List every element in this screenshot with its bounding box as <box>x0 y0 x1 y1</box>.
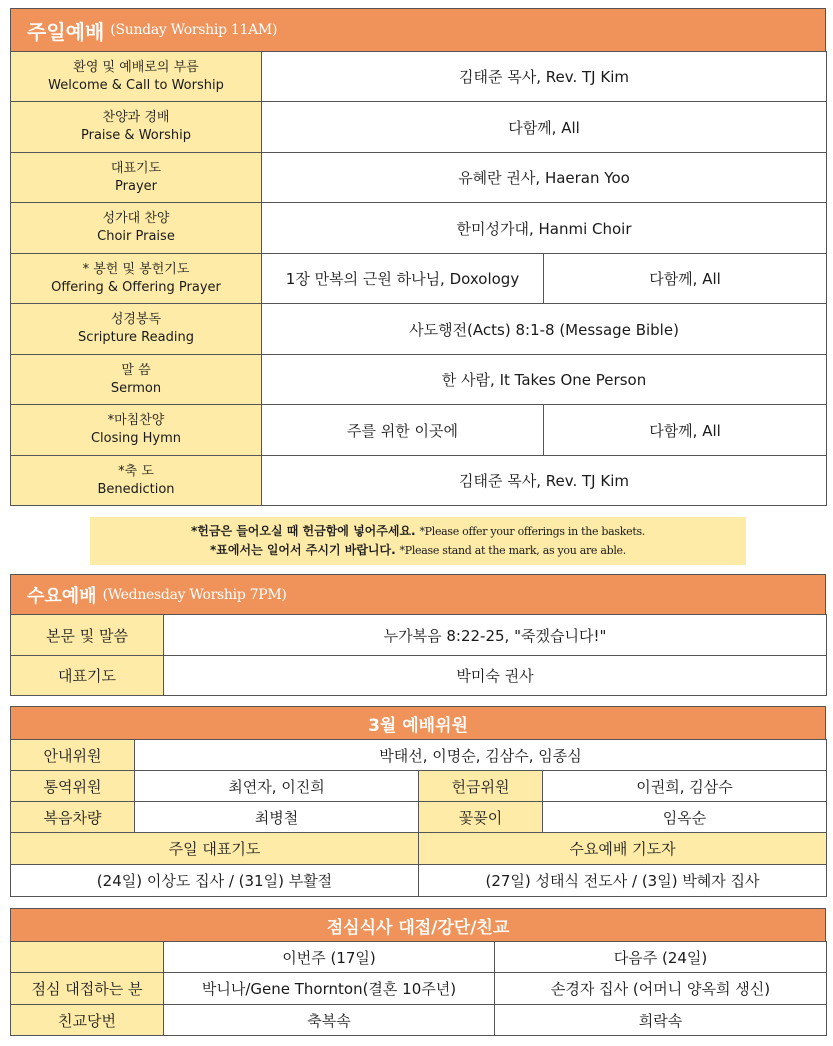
row-label: 대표기도 <box>11 656 164 696</box>
church-van-label: 복음차량 <box>11 802 135 833</box>
row-label: 말 씀 Sermon <box>11 355 262 405</box>
offering-committee-value: 이권희, 김삼수 <box>543 771 827 802</box>
wednesday-title-ko: 수요예배 <box>27 585 97 607</box>
sunday-prayer-value: (24일) 이상도 집사 / (31일) 부활절 <box>11 865 419 897</box>
table-row <box>11 615 827 656</box>
lunch-host-label: 점심 대접하는 분 <box>11 973 164 1005</box>
row-value: 누가복음 8:22-25, "죽겠습니다!" <box>164 615 827 656</box>
row-label: *축 도 Benediction <box>11 456 262 506</box>
table-row <box>11 740 827 771</box>
table-row <box>11 254 827 304</box>
notice-line-1: *헌금은 들어오실 때 헌금함에 넣어주세요. *Please offer your offerings in the baskets. <box>190 524 645 538</box>
empty-header-cell <box>11 942 164 973</box>
this-week-header: 이번주 (17일) <box>164 942 495 973</box>
next-week-header: 다음주 (24일) <box>495 942 827 973</box>
lunch-host-next-week: 손경자 집사 (어머니 양옥희 생신) <box>495 973 827 1005</box>
wednesday-worship-section <box>10 574 826 696</box>
row-label: 본문 및 말씀 <box>11 615 164 656</box>
usher-value: 박태선, 이명순, 김삼수, 임종심 <box>135 740 827 771</box>
row-value: 한미성가대, Hanmi Choir <box>262 203 827 254</box>
table-row <box>11 656 827 696</box>
row-value: 김태준 목사, Rev. TJ Kim <box>262 456 827 506</box>
row-label: 대표기도 Prayer <box>11 153 262 203</box>
flower-value: 임옥순 <box>543 802 827 833</box>
row-label: * 봉헌 및 봉헌기도 Offering & Offering Prayer <box>11 254 262 304</box>
table-row <box>11 52 827 102</box>
march-committee-table <box>10 739 827 897</box>
wednesday-title-en: (Wednesday Worship 7PM) <box>102 586 287 603</box>
march-committee-title: 3월 예배위원 <box>368 715 468 736</box>
row-label: 성가대 찬양 Choir Praise <box>11 203 262 254</box>
row-label: 환영 및 예배로의 부름 Welcome & Call to Worship <box>11 52 262 102</box>
row-value: 사도행전(Acts) 8:1-8 (Message Bible) <box>262 304 827 355</box>
wednesday-prayer-value: (27일) 성태식 전도사 / (3일) 박혜자 집사 <box>419 865 827 897</box>
notice-line-2: *표에서는 일어서 주시기 바랍니다. *Please stand at the mark, as you are able. <box>210 543 626 557</box>
table-row <box>11 203 827 254</box>
row-value-2: 다함께, All <box>544 405 827 456</box>
wednesday-prayer-label: 수요예배 기도자 <box>419 833 827 865</box>
lunch-header <box>10 908 826 941</box>
church-van-value: 최병철 <box>135 802 419 833</box>
march-committee-header <box>10 706 826 739</box>
row-label: 찬양과 경배 Praise & Worship <box>11 102 262 153</box>
row-value: 유혜란 권사, Haeran Yoo <box>262 153 827 203</box>
sunday-worship-header <box>10 8 826 51</box>
table-row <box>11 153 827 203</box>
wednesday-worship-header <box>10 574 826 614</box>
row-value: 한 사람, It Takes One Person <box>262 355 827 405</box>
table-row <box>11 771 827 802</box>
table-row <box>11 102 827 153</box>
row-value: 주를 위한 이곳에 <box>262 405 544 456</box>
lunch-host-this-week: 박니나/Gene Thornton(결혼 10주년) <box>164 973 495 1005</box>
row-value-2: 다함께, All <box>544 254 827 304</box>
row-label: 성경봉독 Scripture Reading <box>11 304 262 355</box>
offering-notice <box>90 517 746 565</box>
table-row <box>11 456 827 506</box>
row-value: 1장 만복의 근원 하나님, Doxology <box>262 254 544 304</box>
sunday-prayer-label: 주일 대표기도 <box>11 833 419 865</box>
interpreter-value: 최연자, 이진희 <box>135 771 419 802</box>
sunday-worship-section <box>10 8 826 506</box>
usher-label: 안내위원 <box>11 740 135 771</box>
lunch-section <box>10 908 826 1036</box>
fellowship-duty-label: 친교당번 <box>11 1005 164 1036</box>
table-row <box>11 973 827 1005</box>
march-committee-section <box>10 706 826 897</box>
row-value: 박미숙 권사 <box>164 656 827 696</box>
row-value: 다함께, All <box>262 102 827 153</box>
sunday-order-table <box>10 51 827 506</box>
lunch-title: 점심식사 대접/강단/친교 <box>326 917 510 938</box>
wednesday-table <box>10 614 827 696</box>
fellowship-duty-next-week: 희락속 <box>495 1005 827 1036</box>
table-row <box>11 865 827 897</box>
lunch-table <box>10 941 827 1036</box>
interpreter-label: 통역위원 <box>11 771 135 802</box>
row-value: 김태준 목사, Rev. TJ Kim <box>262 52 827 102</box>
table-row <box>11 942 827 973</box>
table-row <box>11 304 827 355</box>
table-row <box>11 802 827 833</box>
flower-label: 꽃꽂이 <box>419 802 543 833</box>
table-row <box>11 355 827 405</box>
row-label: *마침찬양 Closing Hymn <box>11 405 262 456</box>
table-row <box>11 833 827 865</box>
offering-committee-label: 헌금위원 <box>419 771 543 802</box>
fellowship-duty-this-week: 축복속 <box>164 1005 495 1036</box>
sunday-title-ko: 주일예배 <box>27 19 105 44</box>
table-row <box>11 1005 827 1036</box>
sunday-title-en: (Sunday Worship 11AM) <box>110 22 278 38</box>
table-row <box>11 405 827 456</box>
